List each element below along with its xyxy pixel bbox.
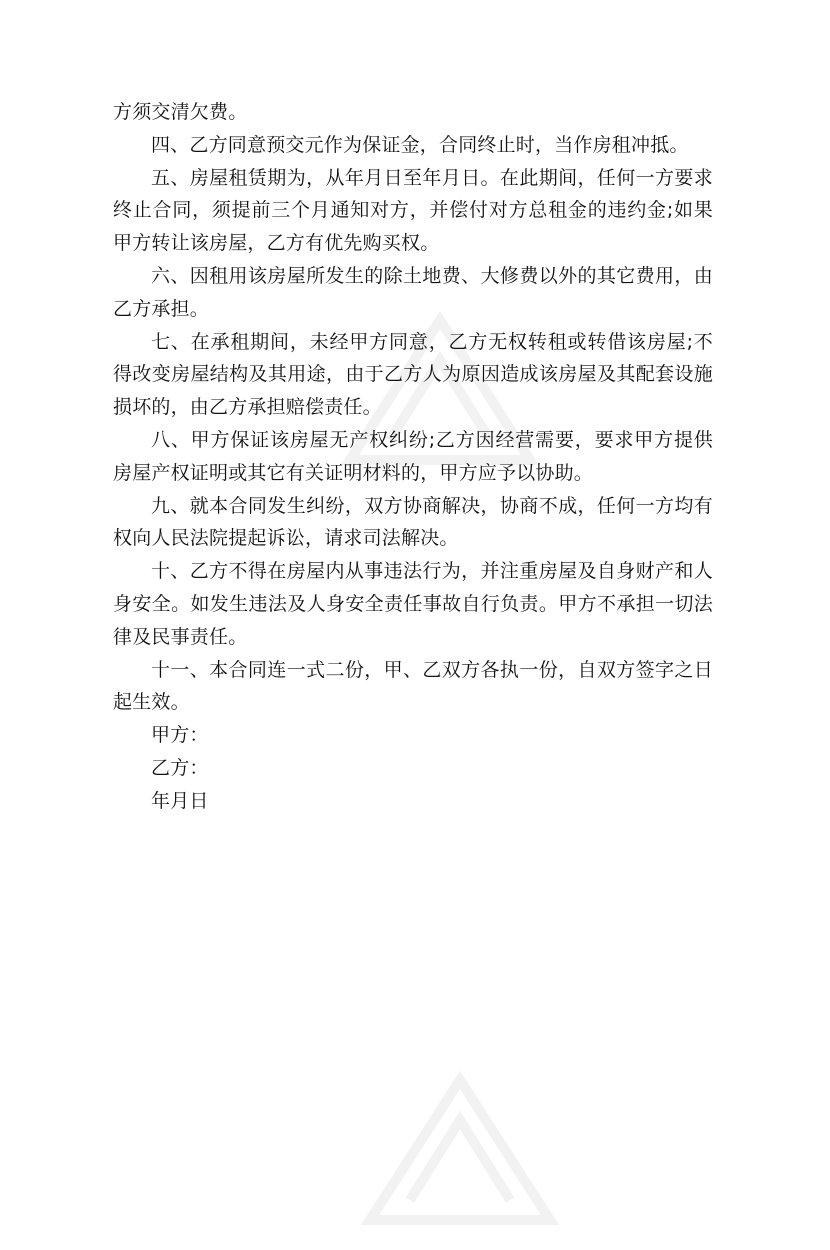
signature-date: 年月日 [151, 789, 209, 812]
paragraph-continued: 方须交清欠费。 [113, 101, 248, 123]
clause-7: 七、在承租期间，未经甲方同意，乙方无权转租或转借该房屋;不得改变房屋结构及其用途，由于乙方人为原因造成该房屋及其配套设施损坏的，由乙方承担赔偿责任。 [113, 330, 713, 419]
clause-11: 十一、本合同连一式二份，甲、乙双方各执一份，自双方签字之日起生效。 [113, 658, 713, 714]
clause-4: 四、乙方同意预交元作为保证金，合同终止时，当作房租冲抵。 [151, 133, 689, 156]
signature-party-b: 乙方： [151, 756, 209, 779]
clause-9: 九、就本合同发生纠纷，双方协商解决，协商不成，任何一方均有权向人民法院提起诉讼，请求司法解决。 [113, 494, 713, 550]
contract-body [113, 96, 713, 818]
clause-5: 五、房屋租赁期为，从年月日至年月日。在此期间，任何一方要求终止合同，须提前三个月通知对方，并偿付对方总租金的违约金;如果甲方转让该房屋，乙方有优先购买权。 [113, 166, 713, 255]
clause-10: 十、乙方不得在房屋内从事违法行为，并注重房屋及自身财产和人身安全。如发生违法及人身安全责任事故自行负责。甲方不承担一切法律及民事责任。 [113, 560, 713, 648]
signature-party-a: 甲方： [151, 724, 209, 747]
clause-6: 六、因租用该房屋所发生的除土地费、大修费以外的其它费用，由乙方承担。 [113, 264, 713, 320]
watermark-logo-bottom [350, 1050, 570, 1250]
clause-8: 八、甲方保证该房屋无产权纠纷;乙方因经营需要，要求甲方提供房屋产权证明或其它有关证明材料的，甲方应予以协助。 [113, 428, 713, 484]
